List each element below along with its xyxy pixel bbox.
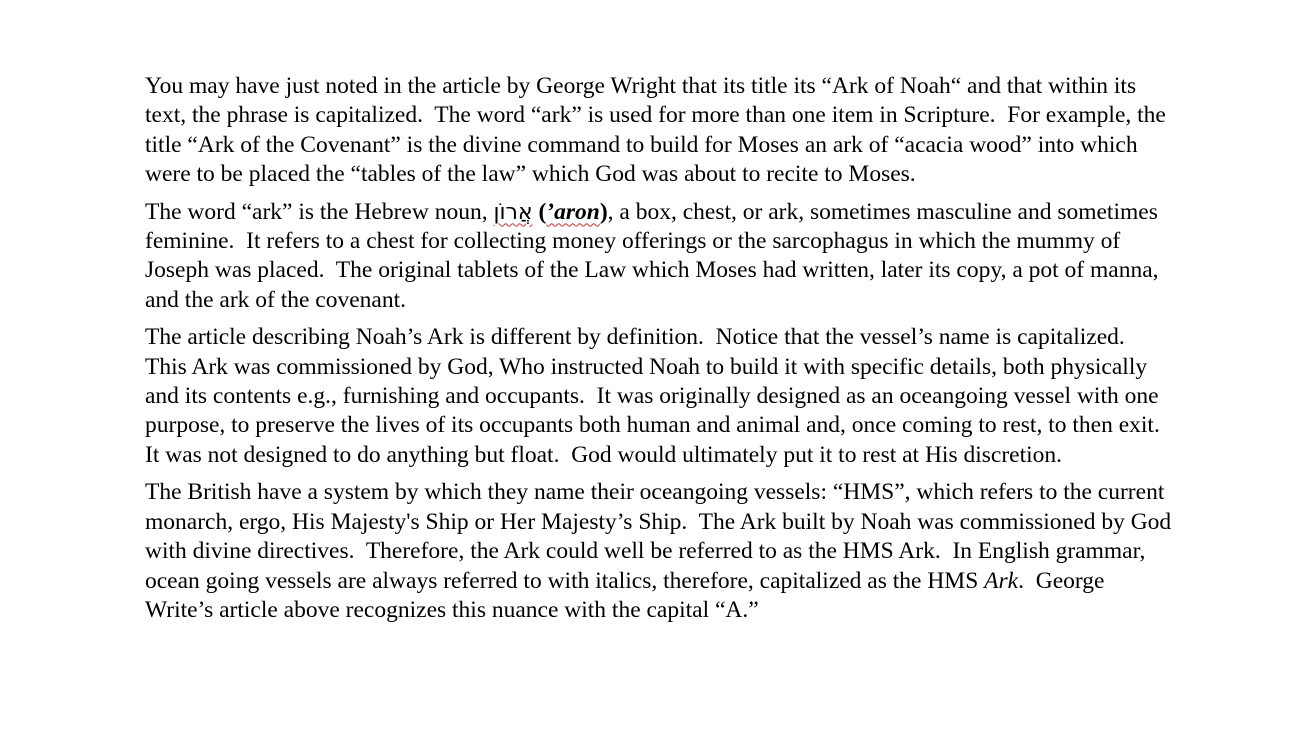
hebrew-word: אֲרוֹן xyxy=(493,199,533,225)
transliteration-word: ’aron xyxy=(546,198,600,225)
paragraph-3 xyxy=(145,323,1175,470)
paragraph-1-text: You may have just noted in the article by George Wright that its title its “Ark of Noah“ and that within its text, the phrase is capitalized. The word “ark” is used for more than one item in Scripture. For example, the title “Ark of the Covenant” is the divine command to build for Moses an ark of “acacia wood” into which were to be placed the “tables of the law” which God was about to recite to Moses. xyxy=(145,73,1172,188)
transliteration xyxy=(538,199,607,225)
paragraph-3-text: The article describing Noah’s Ark is different by definition. Notice that the vessel’s name is capitalized. This Ark was commissioned by God, Who instructed Noah to build it with specific details, both physically and its contents e.g., furnishing and occupants. It was originally designed as an oceangoing vessel with one purpose, to preserve the lives of its occupants both human and animal and, once coming to rest, to then exit. It was not designed to do anything but float. God would ultimately put it to rest at His discretion. xyxy=(145,324,1172,468)
paragraph-4 xyxy=(145,478,1178,625)
paragraph-2-before: The word “ark” is the Hebrew noun, xyxy=(145,198,494,225)
paragraph-4-before: The British have a system by which they name their oceangoing vessels: “HMS”, which refers to the current monarch, ergo, His Majesty's Ship or Her Majesty’s Ship. The Ark built by Noah was commissioned by God with divine directives. Therefore, the Ark could well be referred to as the HMS Ark. In English grammar, ocean going vessels are always referred to with italics, therefore, capitalized as the HMS xyxy=(145,479,1178,594)
document-body xyxy=(145,72,1178,633)
italic-ark: Ark xyxy=(984,567,1019,594)
paragraph-1 xyxy=(145,72,1175,190)
paren-open: ( xyxy=(538,198,547,225)
paragraph-2 xyxy=(145,198,1175,316)
paragraph-2-after: , a box, chest, or ark, sometimes masculine and sometimes feminine. It refers to a chest for collecting money offerings or the sarcophagus in which the mummy of Joseph was placed. The original tablets of the Law which Moses had written, later its copy, a pot of manna, and the ark of the covenant. xyxy=(145,198,1165,313)
paren-close: ) xyxy=(599,198,608,225)
paragraph-4-after: . George Write’s article above recognizes this nuance with the capital “A.” xyxy=(145,567,1110,623)
